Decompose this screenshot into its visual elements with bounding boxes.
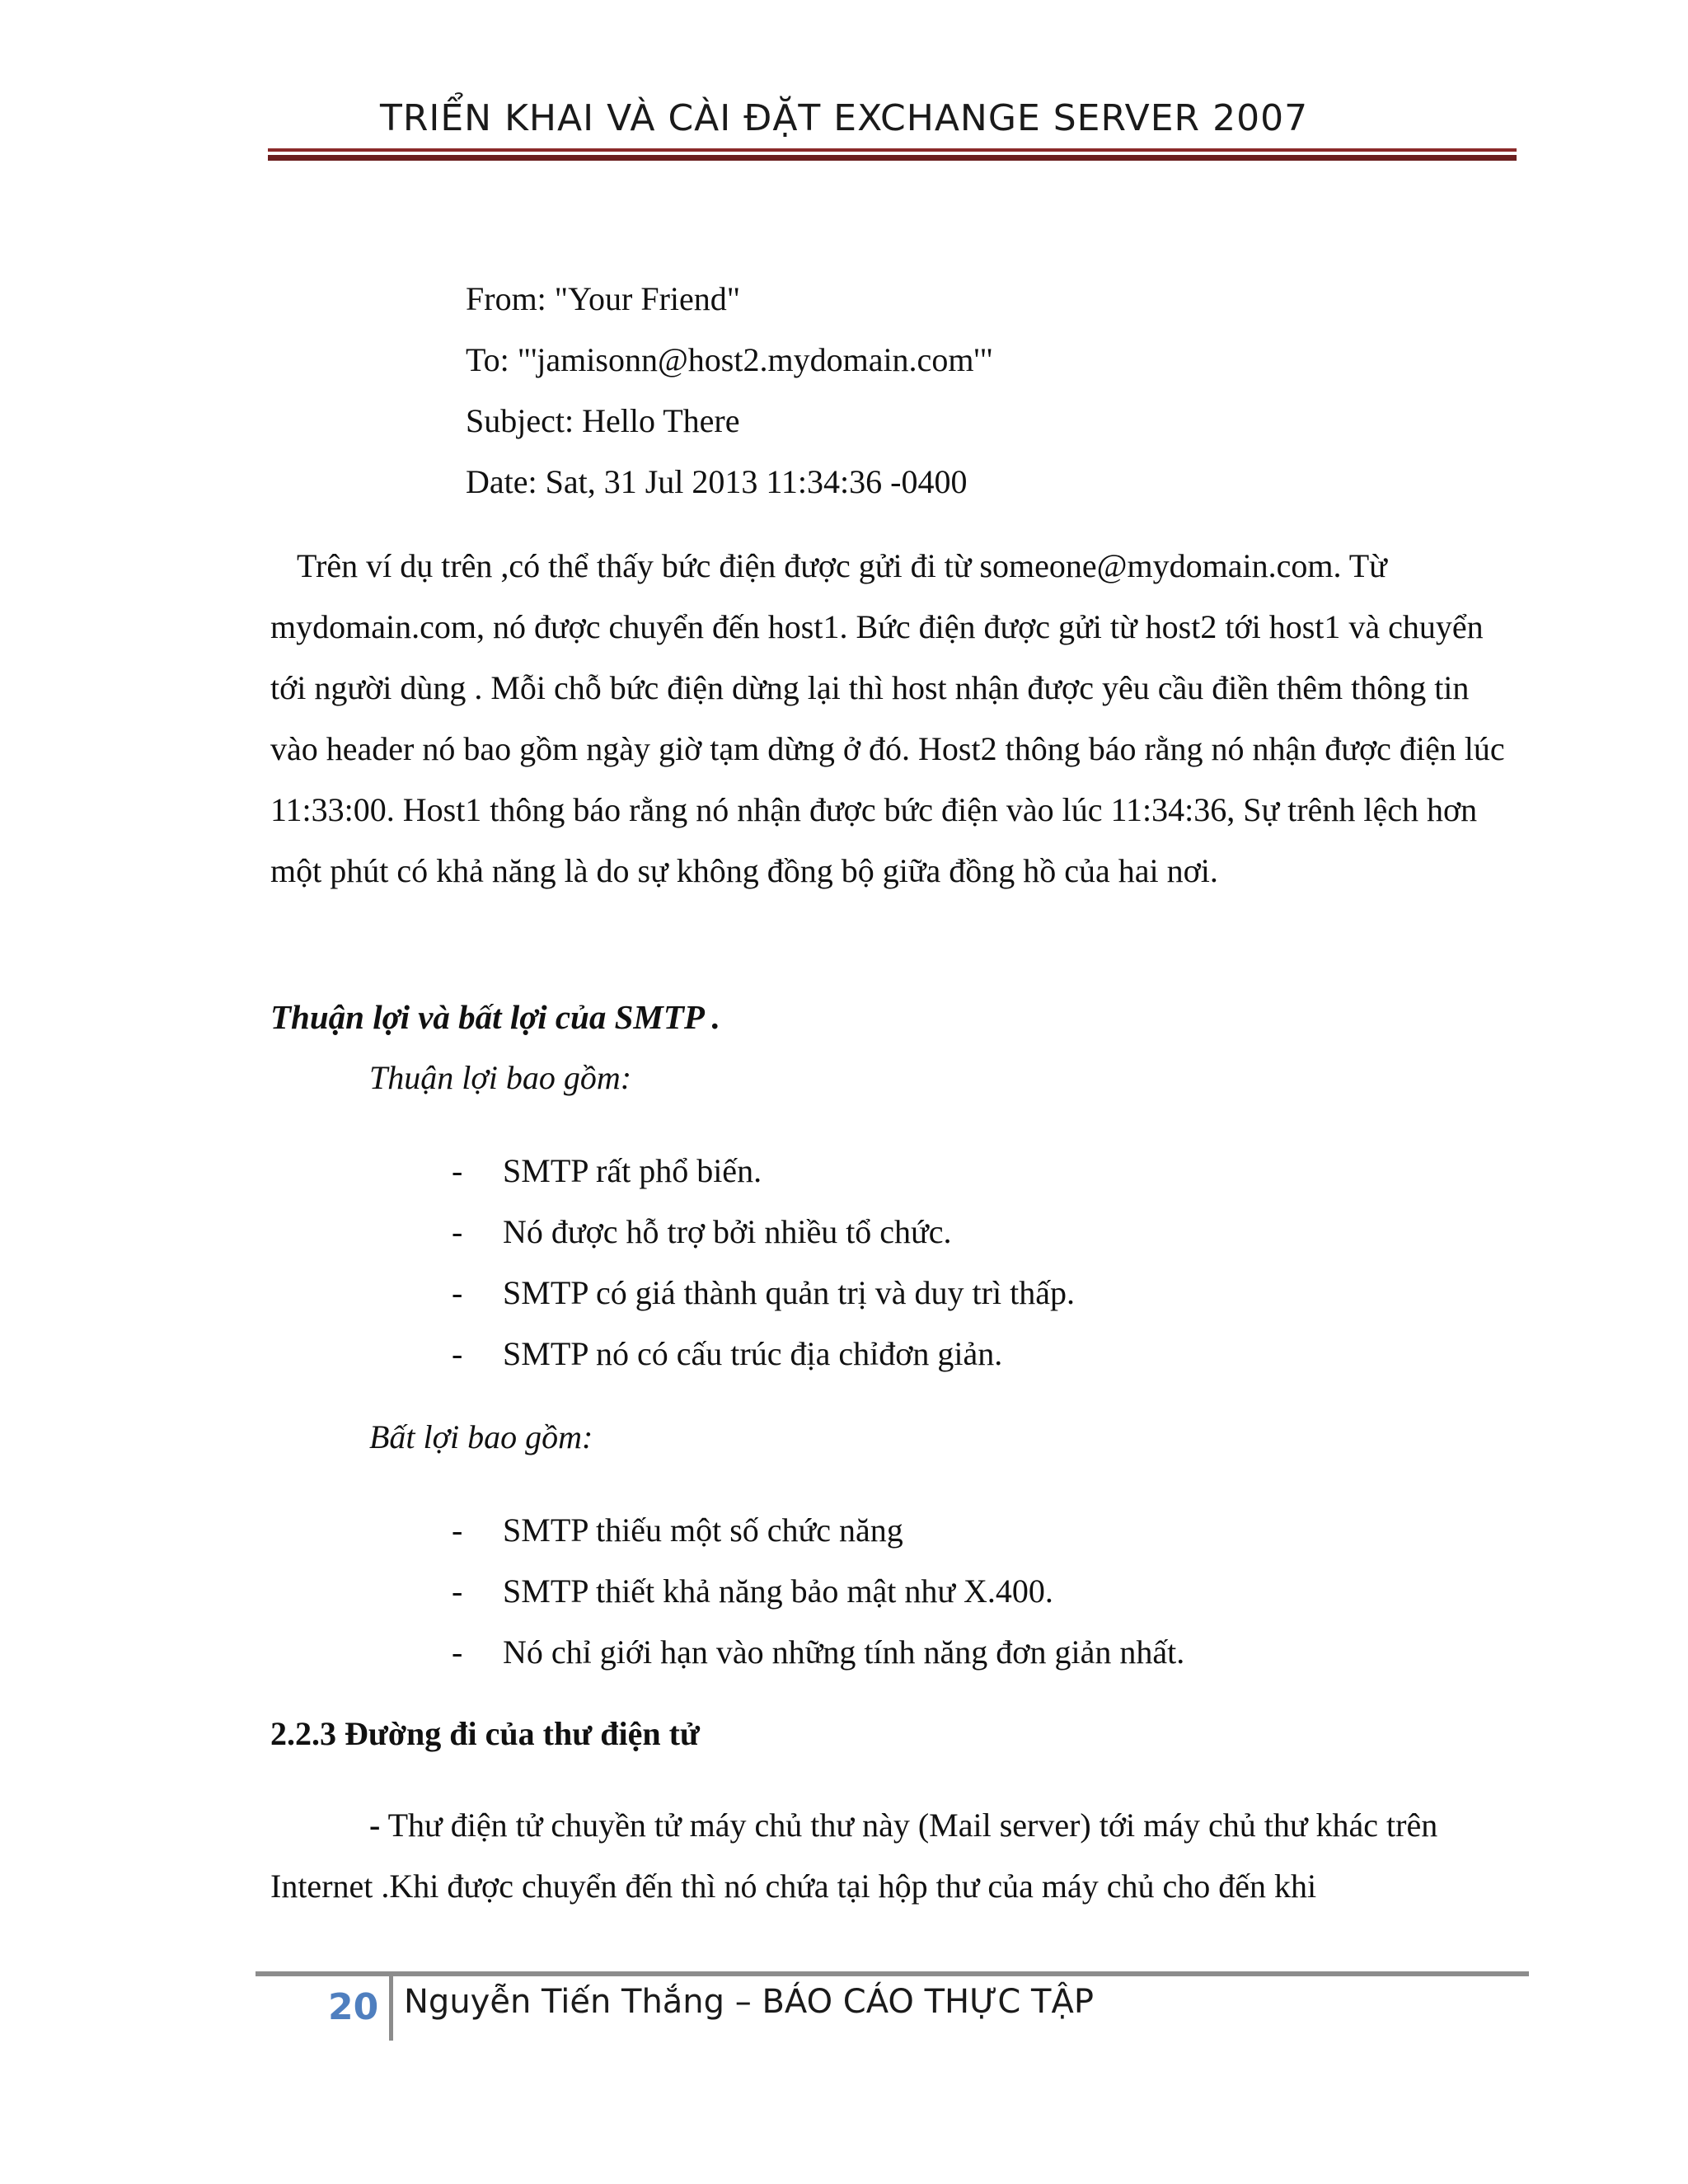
list-item-text: SMTP nó có cấu trúc địa chỉđơn giản. <box>503 1335 1003 1372</box>
footer-rule <box>256 1971 1529 1976</box>
list-item <box>452 1263 1075 1324</box>
bullet-dash: - <box>452 1511 463 1549</box>
email-from-line: From: "Your Friend" <box>466 280 741 317</box>
bullet-dash: - <box>452 1335 463 1372</box>
list-item-text: SMTP rất phổ biến. <box>503 1152 762 1189</box>
list-item <box>452 1622 1184 1683</box>
list-item-text: Nó được hỗ trợ bởi nhiều tổ chức. <box>503 1213 952 1250</box>
list-item <box>452 1561 1184 1622</box>
header-rule-thick <box>268 155 1517 161</box>
list-item <box>452 1500 1184 1561</box>
email-header-block <box>466 269 993 513</box>
bullet-dash: - <box>452 1633 463 1671</box>
body-paragraph-mail-route <box>270 1795 1523 1917</box>
bullet-dash: - <box>452 1152 463 1189</box>
list-item <box>452 1141 1075 1202</box>
email-date-line: Date: Sat, 31 Jul 2013 11:34:36 -0400 <box>466 463 968 500</box>
paragraph-text: Thư điện tử chuyền tử máy chủ thư này (Mail server) tới máy chủ thư khác trên Internet .Khi được chuyển đến thì nó chứa tại hộp thư của máy chủ cho đến khi <box>270 1807 1438 1905</box>
list-item <box>452 1202 1075 1263</box>
list-item-text: Nó chỉ giới hạn vào những tính năng đơn giản nhất. <box>503 1633 1185 1671</box>
footer-author-text: Nguyễn Tiến Thắng – BÁO CÁO THỰC TẬP <box>404 1983 1094 2021</box>
email-to-line: To: "'jamisonn@host2.mydomain.com'" <box>466 341 993 378</box>
list-item-text: SMTP thiết khả năng bảo mật như X.400. <box>503 1572 1053 1610</box>
body-paragraph-example: Trên ví dụ trên ,có thể thấy bức điện được gửi đi từ someone@mydomain.com. Từ mydomain.com, nó được chuyển đến host1. Bức điện được gửi từ host2 tới host1 và chuyển tới người dùng . Mỗi chỗ bức điện dừng lại thì host nhận được yêu cầu điền thêm thông tin vào header nó bao gồm ngày giờ tạm dừng ở đó. Host2 thông báo rằng nó nhận được điện lúc 11:33:00. Host1 thông báo rằng nó nhận được bức điện vào lúc 11:34:36, Sự trênh lệch hơn một phút có khả năng là do sự không đồng bộ giữa đồng hồ của hai nơi. <box>270 547 1505 889</box>
list-item <box>452 1324 1075 1385</box>
paragraph-lead-dash: - <box>369 1807 381 1844</box>
section-heading-2-2-3: 2.2.3 Đường đi của thư điện tử <box>270 1715 700 1752</box>
disadvantages-list <box>452 1500 1184 1683</box>
page-header-title: TRIỂN KHAI VÀ CÀI ĐẶT EXCHANGE SERVER 2007 <box>379 97 1309 139</box>
advantages-list <box>452 1141 1075 1385</box>
bullet-dash: - <box>452 1274 463 1311</box>
disadvantages-title: Bất lợi bao gồm: <box>369 1418 593 1455</box>
footer-divider <box>389 1976 393 2041</box>
section-title-smtp: Thuận lợi và bất lợi của SMTP . <box>270 998 720 1036</box>
email-subject-line: Subject: Hello There <box>466 402 740 439</box>
bullet-dash: - <box>452 1572 463 1610</box>
list-item-text: SMTP thiếu một số chức năng <box>503 1511 903 1549</box>
list-item-text: SMTP có giá thành quản trị và duy trì thấp. <box>503 1274 1075 1311</box>
page-number: 20 <box>328 1986 379 2028</box>
header-rule <box>268 148 1517 152</box>
bullet-dash: - <box>452 1213 463 1250</box>
advantages-title: Thuận lợi bao gồm: <box>369 1059 632 1096</box>
